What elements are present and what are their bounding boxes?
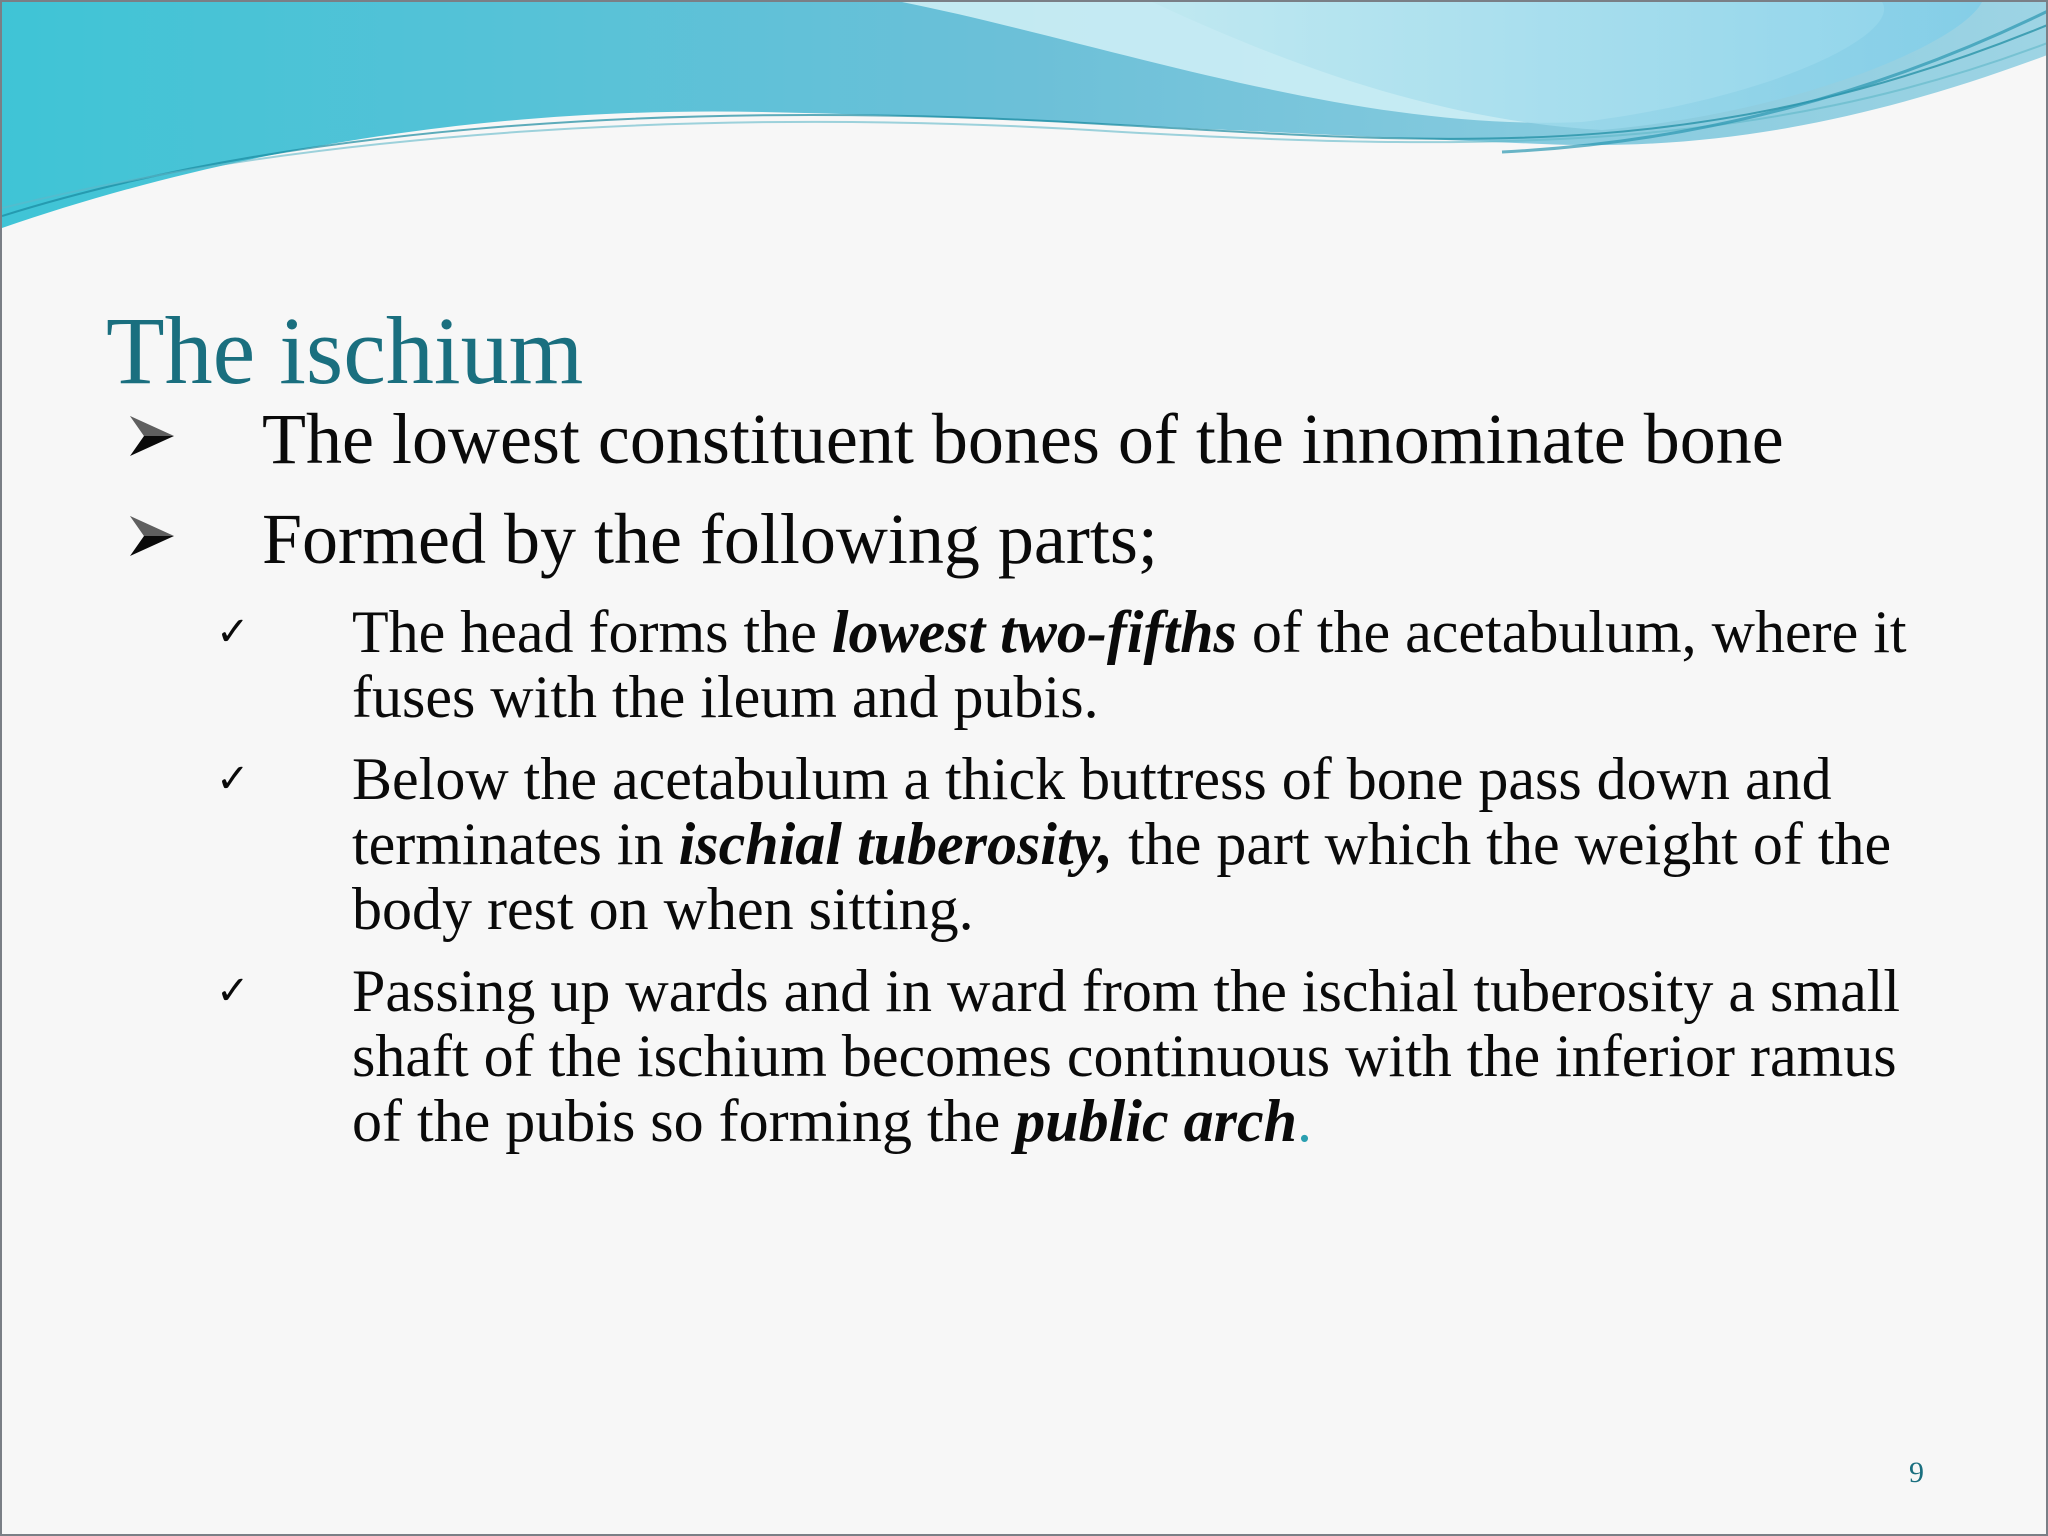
checkmark-icon: ✓ (216, 968, 250, 1014)
bullet-item (2, 500, 2048, 578)
header-wave-decoration (2, 2, 2048, 242)
emphasis-term: lowest two-fifths (831, 599, 1237, 665)
bullet-item (2, 400, 2048, 478)
bullet-text: The lowest constituent bones of the innominate bone (262, 399, 1784, 479)
emphasis-term: ischial tuberosity, (678, 811, 1114, 877)
bullet-text: Formed by the following parts; (262, 499, 1158, 579)
checkmark-icon: ✓ (216, 756, 250, 802)
sub-bullet-text: of the acetabulum, where it fuses with the ileum and pubis. (352, 599, 1907, 730)
page-number: 9 (1909, 1456, 1924, 1489)
sub-bullet-text: Below the acetabulum a thick buttress of bone pass down and terminates in (352, 746, 1832, 877)
sub-bullet-text: the part which the weight of the body rest on when sitting. (352, 811, 1892, 942)
sub-bullet-item (2, 747, 2048, 942)
sub-bullet-item (2, 600, 2048, 730)
sub-bullet-item (2, 959, 2048, 1154)
bullet-list (2, 400, 2048, 1171)
sub-bullet-text: . (1296, 1088, 1312, 1154)
arrow-bullet-icon (126, 510, 178, 562)
sub-bullet-text: Passing up wards and in ward from the ischial tuberosity a small shaft of the ischium becomes continuous with the inferior ramus of the pubis so forming the (352, 958, 1901, 1154)
slide-title: The ischium (106, 297, 584, 404)
emphasis-term: public arch (1015, 1088, 1297, 1154)
checkmark-icon: ✓ (216, 609, 250, 655)
sub-bullet-text: The head forms the (352, 599, 832, 665)
arrow-bullet-icon (126, 410, 178, 462)
